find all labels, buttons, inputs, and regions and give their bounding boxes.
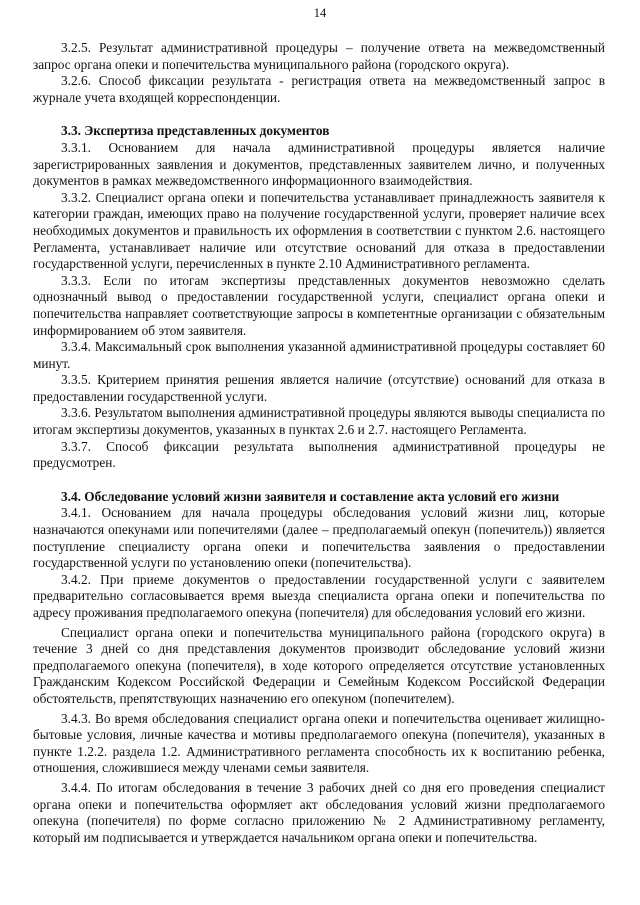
paragraph-3-3-7: 3.3.7. Способ фиксации результата выполнения административной процедуры не предусмотрен. (33, 438, 605, 471)
paragraph-3-3-2: 3.3.2. Специалист органа опеки и попечительства устанавливает принадлежность заявителя к категории граждан, имеющих право на получение государственной услуги, проверяет наличие всех необходимых документов и правильность их оформления в соответствии с пунктом 2.6. настоящего Регламента, устанавливает наличие или отсутствие оснований для отказа в предоставлении государственной услуги, перечисленных в пункте 2.10 Административного регламента. (33, 189, 605, 272)
page-number: 14 (313, 6, 327, 20)
paragraph-specialist-inspection: Специалист органа опеки и попечительства муниципального района (городского округа) в течение 3 дней со дня представления документов производит обследование условий жизни предполагаемого опекуна (попечителя), в ходе которого определяется отсутствие установленных Гражданским Кодексом Российской Федерации и Семейным Кодексом Российской Федерации обстоятельств, препятствующих назначению его опекуном (попечителем). (33, 624, 605, 706)
paragraph-3-3-4: 3.3.4. Максимальный срок выполнения указанной административной процедуры составляет 60 минут. (33, 339, 605, 371)
section-heading-3-3: 3.3. Экспертиза представленных документов (61, 123, 330, 139)
paragraph-3-2-5: 3.2.5. Результат административной процедуры – получение ответа на межведомственный запрос органа опеки и попечительства муниципального района (городского округа). (33, 40, 605, 72)
paragraph-3-3-1: 3.3.1. Основанием для начала административной процедуры является наличие зарегистрированных заявления и документов, представленных заявителем лично, и полученных документов в рамках межведомственного информационного взаимодействия. (33, 139, 605, 189)
paragraph-3-3-5: 3.3.5. Критерием принятия решения является наличие (отсутствие) оснований для отказа в предоставлении государственной услуги. (33, 372, 605, 404)
paragraph-3-4-1: 3.4.1. Основанием для начала процедуры обследования условий жизни лиц, которые назначаются опекунами или попечителями (далее – предполагаемый опекун (попечитель)) является поступление специалисту органа опеки и попечительства заявления о предоставлении государственной услуги по установлению опеки (попечительства). (33, 505, 605, 571)
paragraph-3-2-6: 3.2.6. Способ фиксации результата - регистрация ответа на межведомственный запрос в журнале учета входящей корреспонденции. (33, 73, 605, 105)
paragraph-3-3-6: 3.3.6. Результатом выполнения административной процедуры являются выводы специалиста по итогам экспертизы документов, указанных в пунктах 2.6 и 2.7. настоящего Регламента. (33, 405, 605, 438)
document-body (33, 40, 605, 846)
paragraph-3-3-3: 3.3.3. Если по итогам экспертизы представленных документов невозможно сделать однозначный вывод о предоставлении государственной услуги, специалист органа опеки и попечительства направляет соответствующие запросы в компетентные организации с обязательным информированием об этом заявителя. (33, 272, 605, 338)
paragraph-3-4-4: 3.4.4. По итогам обследования в течение 3 рабочих дней со дня его проведения специалист органа опеки и попечительства оформляет акт обследования условий жизни предполагаемого опекуна (попечителя) по форме согласно приложению № 2 Административному регламенту, который им подписывается и утверждается начальником органа опеки и попечительства. (33, 779, 605, 845)
paragraph-3-4-2: 3.4.2. При приеме документов о предоставлении государственной услуги с заявителем предварительно согласовывается время выезда специалиста органа опеки и попечительства по адресу проживания предполагаемого опекуна (попечителя) для обследования условий его жизни. (33, 571, 605, 620)
paragraph-3-4-3: 3.4.3. Во время обследования специалист органа опеки и попечительства оценивает жилищно-бытовые условия, личные качества и мотивы предполагаемого опекуна (попечителя), указанных в пункте 1.2.2. раздела 1.2. Административного регламента способность их к воспитанию ребенка, отношения, сложившиеся между членами семьи заявителя. (33, 710, 605, 776)
section-heading-3-4: 3.4. Обследование условий жизни заявителя и составление акта условий его жизни (61, 488, 560, 504)
